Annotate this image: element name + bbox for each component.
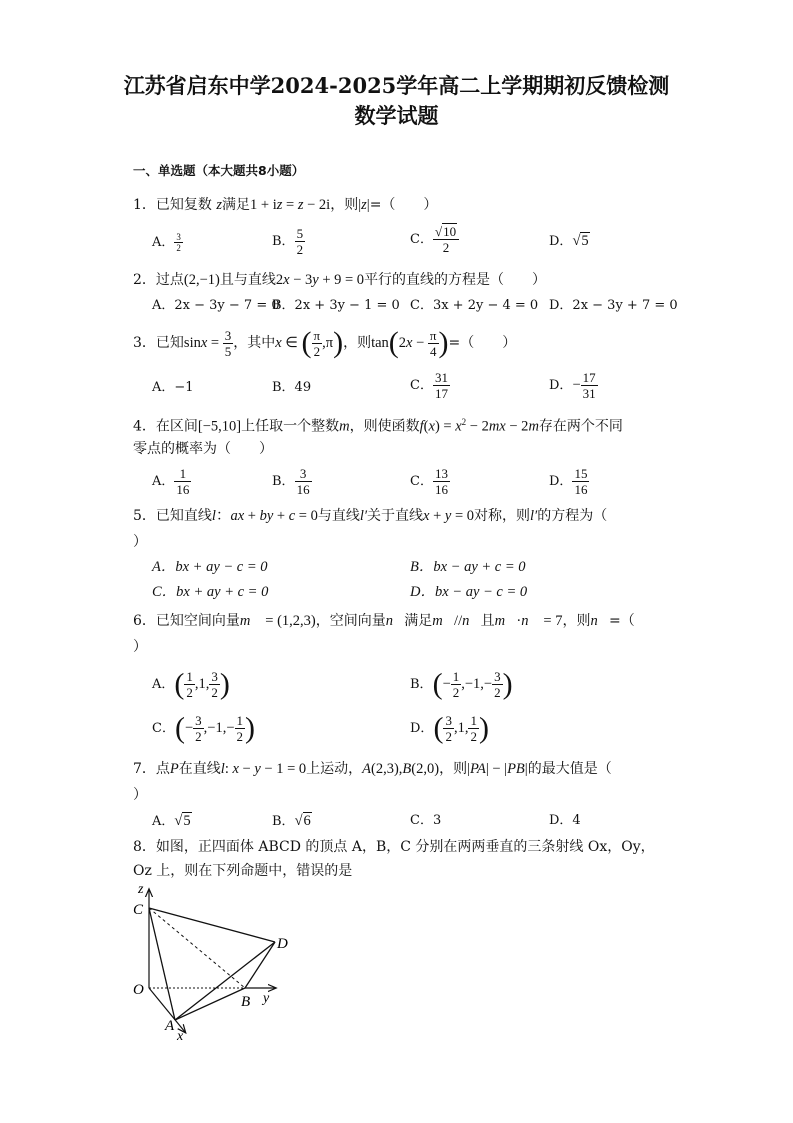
q3-option-a: A．−1: [152, 380, 194, 395]
question-4-line2: 零点的概率为（ ）: [133, 441, 273, 457]
question-7-line2: ）: [133, 787, 147, 803]
q3-option-c: C． $\frac{31}{17}$: [410, 370, 448, 401]
q6-option-b: B．(− $\frac{1}{2}$ ,−1,− $\frac{3}{2}$ ): [410, 667, 513, 701]
question-5-line2: ）: [133, 534, 147, 550]
q3-option-d: D．− $\frac{17}{31}$: [549, 370, 596, 401]
label-a: A: [165, 1018, 175, 1034]
edge-cd: [149, 908, 275, 942]
q7-option-d: D．4: [549, 813, 581, 828]
q5-option-d: D．bx − ay − c = 0: [410, 584, 528, 600]
q1-option-c: C． $\frac{√10}{2}$: [410, 224, 459, 255]
q1-option-a: A． $\frac{3}{2}$: [152, 232, 181, 253]
question-5-line1: 5．已知直线l：ax + by + c = 0与直线l′关于直线x + y = 0对称，则l′的方程为（: [133, 508, 608, 524]
label-z: z: [138, 882, 144, 897]
q7-option-b: B．√6: [272, 813, 311, 829]
q2-option-d: D．2x − 3y + 7 = 0: [549, 298, 678, 313]
label-o: O: [133, 982, 144, 998]
exam-title-line2: 数学试题: [354, 103, 439, 128]
question-6-line2: ）: [133, 639, 147, 655]
question-7-line1: 7．点P在直线l: x − y − 1 = 0上运动，A(2,3),B(2,0)，则|PA| − |PB|的最大值是（: [133, 761, 612, 777]
label-c: C: [133, 902, 144, 918]
q1-option-d: D．√5: [549, 233, 589, 249]
q1-option-b: B． $\frac{5}{2}$: [272, 226, 304, 257]
question-6-line1: 6．已知空间向量m⃗ = (1,2,3)，空间向量n⃗满足m⃗//n⃗且m⃗·n⃗ = 7，则n⃗=（: [133, 613, 635, 629]
question-4-line1: 4．在区间[−5,10]上任取一个整数m，则使函数$f(x) = x^2 - 2mx - 2m$存在两个不同: [133, 417, 623, 435]
label-x: x: [177, 1029, 184, 1040]
q5-option-a: A．bx + ay − c = 0: [152, 559, 268, 575]
edge-ad: [175, 942, 275, 1020]
q5-option-c: C．bx + ay + c = 0: [152, 584, 269, 600]
section-heading: 一、单选题（本大题共8小题）: [133, 163, 305, 178]
question-1: 1．已知复数 z满足1 + iz = z − 2i，则|z|=（ ）: [133, 197, 438, 213]
q2-option-c: C．3x + 2y − 4 = 0: [410, 298, 539, 313]
question-8-line2: Oz 上，则在下列命题中，错误的是: [133, 863, 353, 879]
q6-option-d: D．( $\frac{3}{2}$ ,1, $\frac{1}{2}$ ): [410, 711, 489, 745]
tetrahedron-figure: [125, 880, 305, 1040]
label-b: B: [241, 994, 251, 1010]
label-y: y: [263, 991, 270, 1006]
q6-option-a: A．( $\frac{1}{2}$ ,1, $\frac{3}{2}$ ): [152, 667, 230, 701]
q2-option-b: B．2x + 3y − 1 = 0: [272, 298, 400, 313]
q5-option-b: B．bx − ay + c = 0: [410, 559, 526, 575]
question-3: 3．已知sinx = $\frac{3}{5}$ ，其中x ∈ ( $\frac{\pi}{2}$ ,π)，则tan(2x − $\frac{\pi}{4}$ )=（ ）: [133, 326, 517, 359]
question-2: 2．过点(2,−1)且与直线2x − 3y + 9 = 0平行的直线的方程是（ ）: [133, 272, 547, 288]
edge-bd: [245, 942, 275, 988]
q4-option-b: B． $\frac{3}{16}$: [272, 466, 310, 497]
q7-option-a: A．√5: [152, 813, 191, 829]
q4-option-d: D． $\frac{15}{16}$: [549, 466, 588, 497]
label-d: D: [277, 936, 288, 952]
q7-option-c: C．3: [410, 813, 442, 828]
q4-option-c: C． $\frac{13}{16}$: [410, 466, 448, 497]
q3-option-b: B．49: [272, 380, 312, 395]
exam-title-line1: 江苏省启东中学2024-2025学年高二上学期期初反馈检测: [123, 73, 670, 98]
question-8-line1: 8．如图，正四面体 ABCD 的顶点 A，B，C 分别在两两垂直的三条射线 Ox，Oy，: [133, 839, 655, 855]
q6-option-c: C．(− $\frac{3}{2}$ ,−1,− $\frac{1}{2}$ ): [152, 711, 255, 745]
q4-option-a: A． $\frac{1}{16}$: [152, 466, 190, 497]
q2-option-a: A．2x − 3y − 7 = 0: [152, 298, 280, 313]
